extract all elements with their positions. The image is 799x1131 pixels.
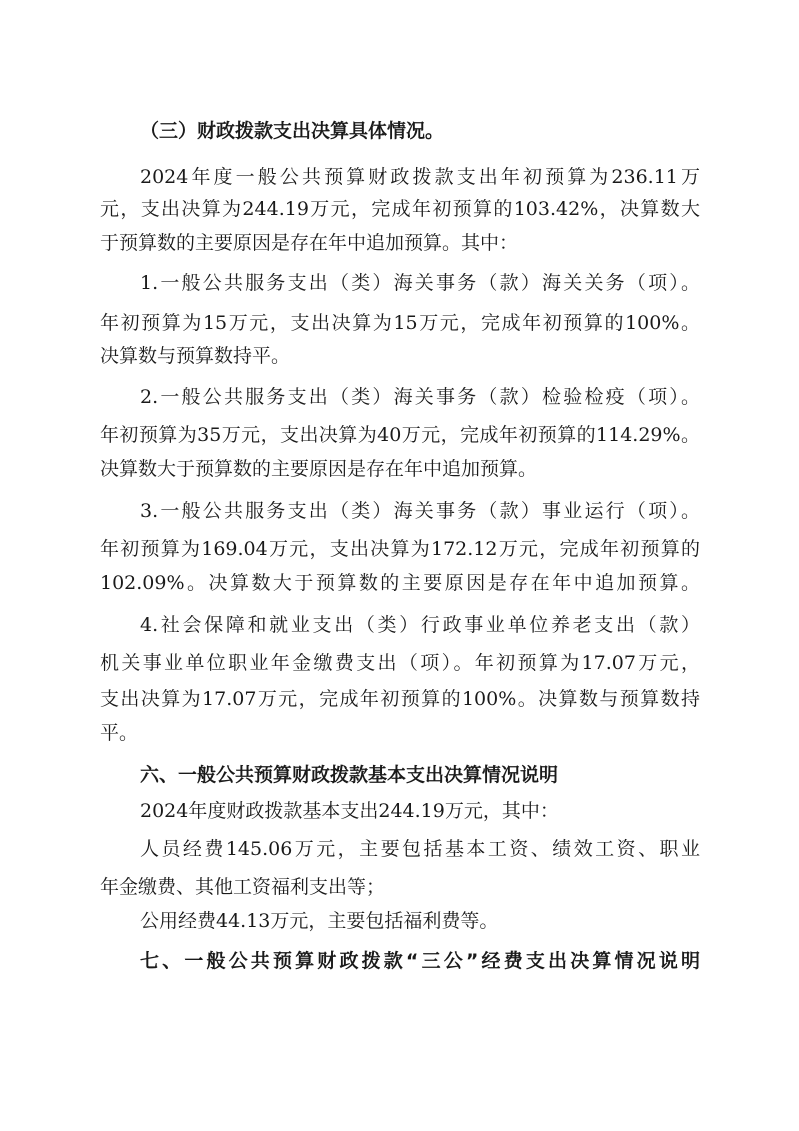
text-line: 年初预算为15万元，支出决算为15万元，完成年初预算的100%。 — [100, 312, 700, 334]
text-line: 102.09%。决算数大于预算数的主要原因是存在年中追加预算。 — [100, 572, 700, 594]
text-line: 于预算数的主要原因是存在年中追加预算。其中： — [100, 232, 519, 254]
text-line: 2024年度一般公共预算财政拨款支出年初预算为236.11万 — [140, 166, 700, 188]
text-line: 2.一般公共服务支出（类）海关事务（款）检验检疫（项）。 — [140, 386, 700, 408]
text-line: 公用经费44.13万元，主要包括福利费等。 — [140, 910, 499, 932]
text-line: 六、一般公共预算财政拨款基本支出决算情况说明 — [140, 764, 559, 786]
text-line: 机关事业单位职业年金缴费支出（项）。年初预算为17.07万元， — [100, 652, 700, 674]
text-line: 3.一般公共服务支出（类）海关事务（款）事业运行（项）。 — [140, 500, 700, 522]
text-line: 平。 — [100, 722, 139, 744]
text-line: 七、一般公共预算财政拨款“三公”经费支出决算情况说明 — [140, 950, 700, 972]
text-line: 元，支出决算为244.19万元，完成年初预算的103.42%，决算数大 — [100, 198, 700, 220]
text-line: 年初预算为169.04万元，支出决算为172.12万元，完成年初预算的 — [100, 538, 700, 560]
text-line: 人员经费145.06万元，主要包括基本工资、绩效工资、职业 — [140, 838, 700, 860]
text-line: 决算数大于预算数的主要原因是存在年中追加预算。 — [100, 458, 538, 480]
text-line: 决算数与预算数持平。 — [100, 345, 291, 367]
text-line: 支出决算为17.07万元，完成年初预算的100%。决算数与预算数持 — [100, 688, 700, 710]
text-line: 年金缴费、其他工资福利支出等； — [100, 876, 386, 898]
text-line: 1.一般公共服务支出（类）海关事务（款）海关关务（项）。 — [140, 272, 700, 294]
text-line: 年初预算为35万元，支出决算为40万元，完成年初预算的114.29%。 — [100, 424, 700, 446]
text-line: （三）财政拨款支出决算具体情况。 — [140, 120, 445, 142]
text-line: 4.社会保障和就业支出（类）行政事业单位养老支出（款） — [140, 614, 700, 636]
text-line: 2024年度财政拨款基本支出244.19万元，其中： — [140, 800, 559, 822]
